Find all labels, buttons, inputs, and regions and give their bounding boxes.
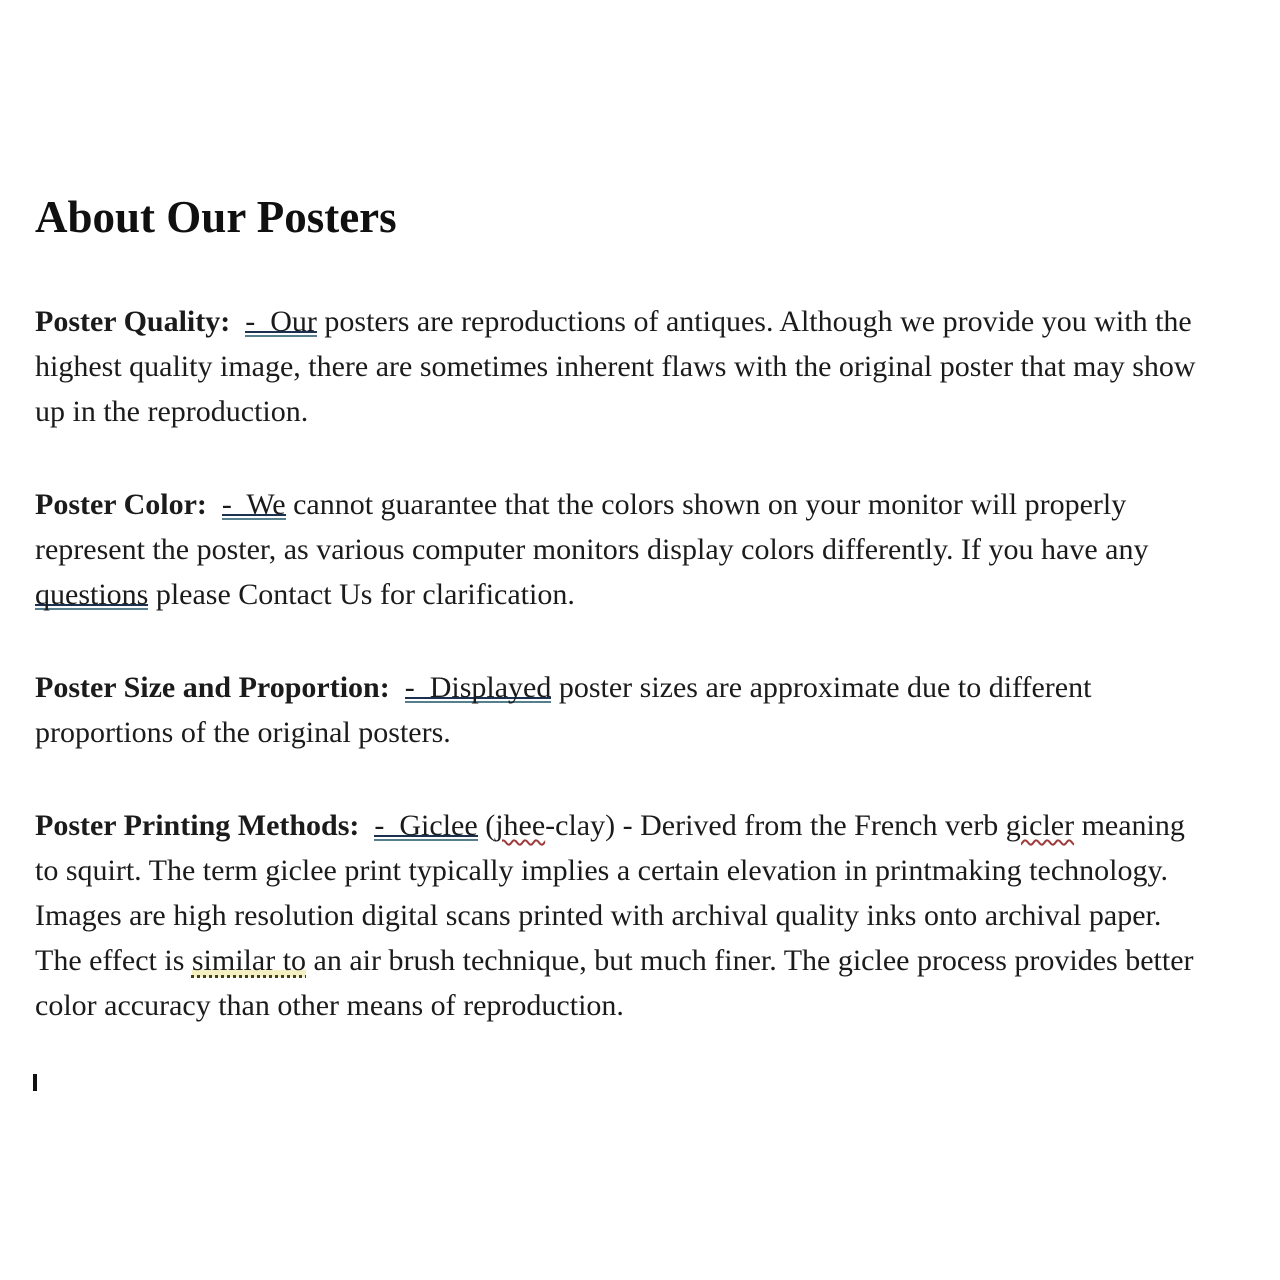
section-heading: Poster Quality: xyxy=(35,305,231,338)
section-heading: Poster Color: xyxy=(35,488,207,521)
paragraph-poster-quality xyxy=(35,299,1240,434)
paragraph-poster-printing-methods xyxy=(35,803,1240,1028)
body-text: an air brush technique, but much finer. The giclee process provides better xyxy=(306,944,1194,977)
body-text: up in the reproduction. xyxy=(35,395,309,428)
body-text: color accuracy than other means of reproduction. xyxy=(35,989,624,1022)
body-text: Images are high resolution digital scans printed with archival quality inks onto archival paper. xyxy=(35,899,1162,932)
body-text: ( xyxy=(477,809,496,842)
page-title: About Our Posters xyxy=(35,192,397,242)
body-text: proportions of the original posters. xyxy=(35,716,451,749)
emphasized-text: - We xyxy=(221,488,286,521)
body-text xyxy=(359,809,374,842)
paragraph-poster-color xyxy=(35,482,1240,617)
body-text: represent the poster, as various computer monitors display colors differently. If you have any xyxy=(35,533,1149,566)
misspelled-word: gicler xyxy=(1005,809,1075,842)
body-text: poster sizes are approximate due to different xyxy=(551,671,1092,704)
emphasized-text: questions xyxy=(35,578,149,611)
emphasized-text: - Giclee xyxy=(374,809,478,842)
emphasized-text: - Our xyxy=(245,305,317,338)
grammar-flagged-text: similar to xyxy=(191,944,307,977)
section-heading: Poster Size and Proportion: xyxy=(35,671,390,704)
text-cursor[interactable] xyxy=(33,1074,37,1091)
section-heading: Poster Printing Methods: xyxy=(35,809,360,842)
paragraph-poster-size-and-proportion xyxy=(35,665,1240,755)
body-text xyxy=(207,488,222,521)
body-text: meaning xyxy=(1074,809,1185,842)
document-body xyxy=(35,299,1240,1028)
body-text xyxy=(390,671,405,704)
body-text: to squirt. The term giclee print typically implies a certain elevation in printmaking technology. xyxy=(35,854,1169,887)
body-text: -clay) - Derived from the French verb xyxy=(545,809,1006,842)
emphasized-text: - Displayed xyxy=(404,671,552,704)
misspelled-word: jhee xyxy=(495,809,546,842)
body-text xyxy=(230,305,245,338)
body-text: highest quality image, there are sometimes inherent flaws with the original poster that may show xyxy=(35,350,1196,383)
body-text: please Contact Us for clarification. xyxy=(148,578,575,611)
body-text: The effect is xyxy=(35,944,192,977)
body-text: cannot guarantee that the colors shown on your monitor will properly xyxy=(285,488,1127,521)
body-text: posters are reproductions of antiques. Although we provide you with the xyxy=(316,305,1192,338)
